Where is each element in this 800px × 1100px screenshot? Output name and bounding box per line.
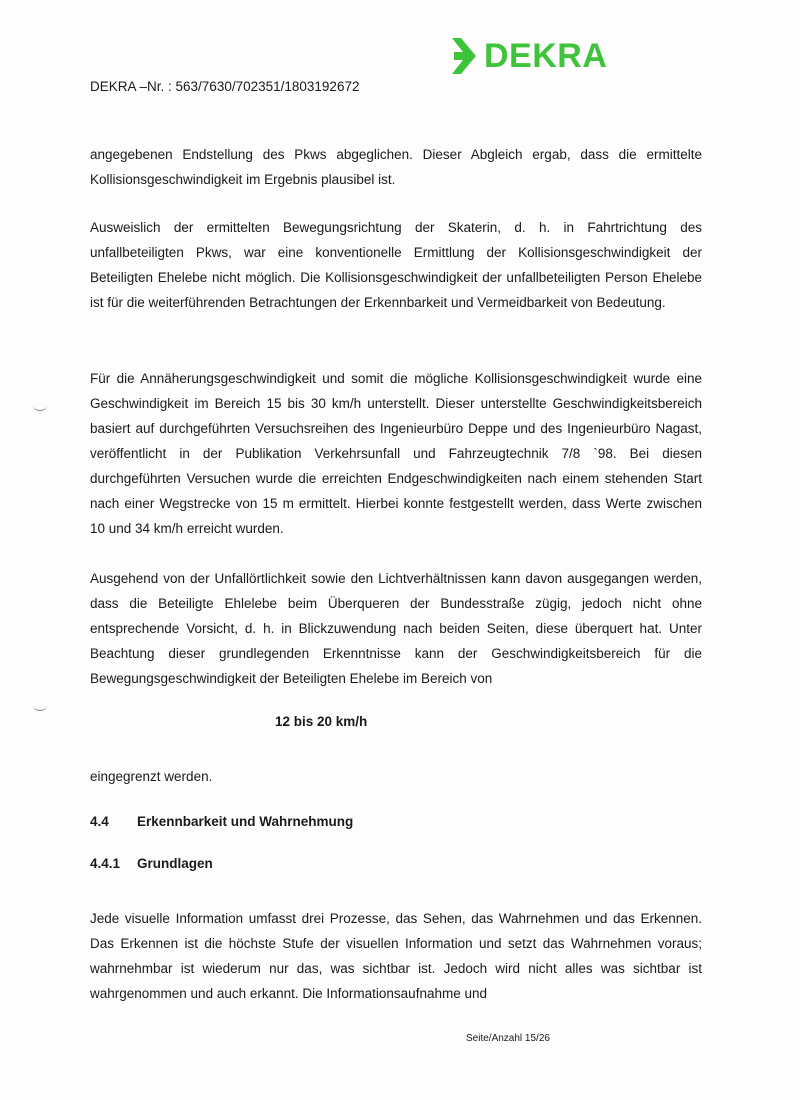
paragraph-1: angegebenen Endstellung des Pkws abgeglichen. Dieser Abgleich ergab, dass die ermittelte Kollisionsgeschwindigkeit im Ergebnis plausibel ist.: [90, 147, 702, 187]
section-4-4-number: 4.4: [90, 814, 109, 829]
speed-range: 12 bis 20 km/h: [275, 714, 368, 729]
punch-hole-mark: [33, 400, 47, 411]
paragraph-4: Ausgehend von der Unfallörtlichkeit sowie den Lichtverhältnissen kann davon ausgegangen werden, dass die Beteiligte Ehlelebe beim Überqueren der Bundesstraße zügig, jedoch nicht ohne entsprechende Vorsicht, d. h. in Blickzuwendung nach beiden Seiten, diese überquert hat. Unter Beachtung dieser grundlegenden Erkenntnisse kann der Geschwindigkeitsbereich für die Bewegungsgeschwindigkeit der Beteiligten Ehelebe im Bereich von: [90, 571, 702, 686]
logo-text: DEKRA: [484, 37, 608, 75]
section-4-4-title: Erkennbarkeit und Wahrnehmung: [137, 814, 354, 829]
section-4-4-1-number: 4.4.1: [90, 856, 121, 871]
document-number: DEKRA –Nr. : 563/7630/702351/1803192672: [90, 79, 360, 94]
paragraph-5: eingegrenzt werden.: [90, 769, 213, 784]
paragraph-2: Ausweislich der ermittelten Bewegungsrichtung der Skaterin, d. h. in Fahrtrichtung des unfallbeteiligten Pkws, war eine konventionelle Ermittlung der Kollisionsgeschwindigkeit der Beteiligten Ehelebe nicht möglich. Die Kollisionsgeschwindigkeit der unfallbeteiligten Person Ehelebe ist für die weiterführenden Betrachtungen der Erkennbarkeit und Vermeidbarkeit von Bedeutung.: [90, 220, 702, 310]
dekra-logo: [448, 36, 607, 76]
dekra-chevron-icon: [448, 36, 478, 76]
paragraph-3: Für die Annäherungsgeschwindigkeit und somit die mögliche Kollisionsgeschwindigkeit wurde eine Geschwindigkeit im Bereich 15 bis 30 km/h unterstellt. Dieser unterstellte Geschwindigkeitsbereich basiert auf durchgeführten Versuchsreihen des Ingenieurbüro Deppe und des Ingenieurbüro Nagast, veröffentlicht in der Publikation Verkehrsunfall und Fahrzeugtechnik 7/8 `98. Bei diesen durchgeführten Versuchen wurde die erreichten Endgeschwindigkeiten nach einem stehenden Start nach einer Wegstrecke von 15 m ermittelt. Hierbei konnte festgestellt werden, dass Werte zwischen 10 und 34 km/h erreicht wurden.: [90, 371, 702, 536]
paragraph-6: Jede visuelle Information umfasst drei Prozesse, das Sehen, das Wahrnehmen und das Erkennen. Das Erkennen ist die höchste Stufe der visuellen Information und setzt das Wahrnehmen voraus; wahrnehmbar ist wiederum nur das, was sichtbar ist. Jedoch wird nicht alles was sichtbar ist wahrgenommen und auch erkannt. Die Informationsaufnahme und: [90, 911, 702, 1001]
punch-hole-mark: [33, 700, 47, 711]
page-number: Seite/Anzahl 15/26: [466, 1033, 550, 1044]
section-4-4-1-title: Grundlagen: [137, 856, 213, 871]
